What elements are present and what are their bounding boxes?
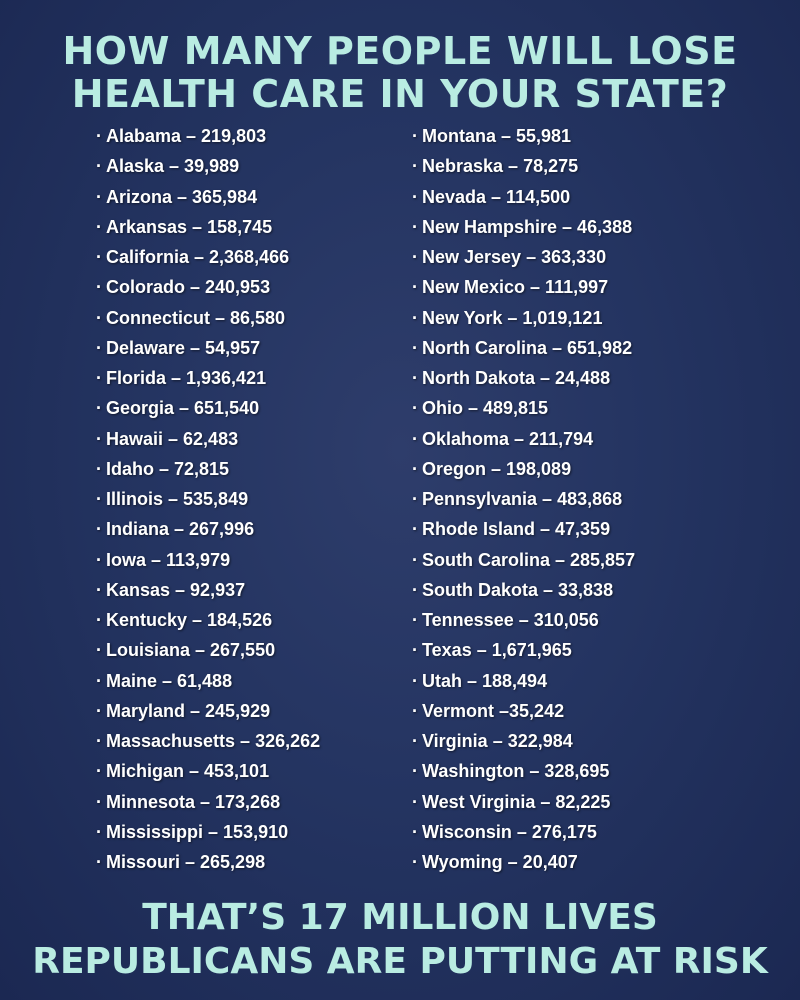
state-entry-text: New Jersey – 363,330 [422,247,607,267]
bullet: · [96,791,102,812]
state-entry [412,787,635,817]
state-entry-text: Oregon – 198,089 [422,458,572,479]
state-entry-text: Delaware – 54,957 [106,337,261,358]
bullet: · [412,126,418,146]
state-entry-text: Montana – 55,981 [422,126,572,146]
state-entry-text: Kentucky – 184,526 [106,610,273,630]
state-entry [412,666,635,696]
state-entry [96,666,320,696]
state-entry [412,817,635,847]
state-entry [412,182,635,212]
bullet: · [412,277,418,298]
bullet: · [96,458,102,479]
bullet: · [96,216,102,237]
state-entry-text: Rhode Island – 47,359 [422,519,611,540]
bullet: · [96,549,102,570]
bullet: · [96,337,102,358]
bullet: · [96,186,102,207]
state-entry [412,696,635,726]
state-entry-text: New Hampshire – 46,388 [422,216,633,237]
bullet: · [96,852,102,872]
bullet: · [412,610,418,630]
state-entry [412,363,635,393]
bullet: · [96,277,102,298]
state-entry-text: Pennsylvania – 483,868 [422,489,623,509]
state-entry-text: New York – 1,019,121 [422,307,603,328]
state-entry-text: Tennessee – 310,056 [422,610,599,630]
bullet: · [96,610,102,630]
state-entry-text: Vermont –35,242 [422,700,565,721]
state-entry-text: Ohio – 489,815 [422,398,549,419]
state-entry [96,121,320,151]
state-entry [412,454,635,484]
state-entry [96,333,320,363]
state-entry [96,817,320,847]
bullet: · [412,670,418,691]
state-entry [96,514,320,544]
state-entry-text: Utah – 188,494 [422,670,548,691]
state-entry [412,303,635,333]
headline-line-2: HEALTH CARE IN YOUR STATE? [71,72,729,116]
bullet: · [412,247,418,267]
headline [0,30,800,116]
state-entry-text: New Mexico – 111,997 [422,277,609,298]
state-entry [412,212,635,242]
state-entry [96,272,320,302]
state-entry [96,212,320,242]
footer-message [0,896,800,984]
state-entry [412,424,635,454]
bullet: · [96,519,102,540]
bullet: · [412,216,418,237]
state-entry-text: Hawaii – 62,483 [106,428,239,449]
state-entry [412,151,635,181]
state-entry-text: West Virginia – 82,225 [422,791,611,812]
state-entry [412,726,635,756]
state-entry [96,605,320,635]
bullet: · [96,307,102,328]
state-entry-text: Arkansas – 158,745 [106,216,273,237]
state-entry [96,363,320,393]
state-entry [412,756,635,786]
bullet: · [412,852,418,872]
bullet: · [96,670,102,691]
bullet: · [412,428,418,449]
state-entry-text: Washington – 328,695 [422,761,610,782]
state-entry-text: Iowa – 113,979 [106,549,231,570]
bullet: · [96,821,102,842]
state-entry-text: Illinois – 535,849 [106,489,249,509]
bullet: · [96,428,102,449]
state-entry-text: Maryland – 245,929 [106,700,271,721]
state-entry-text: Louisiana – 267,550 [106,640,276,661]
state-entry [96,847,320,877]
state-entry [412,635,635,665]
state-entry-text: Maine – 61,488 [106,670,233,691]
bullet: · [412,700,418,721]
bullet: · [96,398,102,419]
bullet: · [412,821,418,842]
state-entry [412,333,635,363]
state-entry-text: Colorado – 240,953 [106,277,271,298]
bullet: · [412,791,418,812]
bullet: · [96,700,102,721]
state-entry [412,121,635,151]
state-entry [96,696,320,726]
state-entry [96,756,320,786]
state-entry-text: North Dakota – 24,488 [422,368,611,388]
state-entry-text: Virginia – 322,984 [422,731,573,751]
bullet: · [96,156,102,177]
state-entry-text: Texas – 1,671,965 [422,640,572,661]
bullet: · [96,640,102,661]
state-entry-text: Mississippi – 153,910 [106,821,289,842]
state-entry [412,605,635,635]
bullet: · [412,458,418,479]
footer-line-1: THAT’S 17 MILLION LIVES [142,897,658,938]
state-entry-text: Missouri – 265,298 [106,852,266,872]
states-column-left [96,121,320,877]
state-entry-text: Oklahoma – 211,794 [422,428,594,449]
state-entry [412,242,635,272]
state-entry-text: Nevada – 114,500 [422,186,571,207]
state-entry-text: Georgia – 651,540 [106,398,260,419]
state-entry [96,303,320,333]
state-entry-text: Arizona – 365,984 [106,186,258,207]
bullet: · [96,126,102,146]
state-entry-text: Idaho – 72,815 [106,458,230,479]
state-entry [412,545,635,575]
state-entry-text: Connecticut – 86,580 [106,307,286,328]
bullet: · [96,247,102,267]
bullet: · [96,731,102,751]
state-entry [96,424,320,454]
state-entry [96,575,320,605]
state-entry [96,242,320,272]
state-entry-text: South Carolina – 285,857 [422,549,636,570]
state-entry [412,393,635,423]
state-entry [96,635,320,665]
state-entry [96,545,320,575]
state-entry [96,726,320,756]
state-entry [412,484,635,514]
state-entry [96,454,320,484]
state-entry-text: Kansas – 92,937 [106,579,246,600]
state-entry-text: Wisconsin – 276,175 [422,821,597,842]
bullet: · [412,519,418,540]
state-entry-text: Indiana – 267,996 [106,519,255,540]
state-entry-text: Massachusetts – 326,262 [106,731,321,751]
bullet: · [412,398,418,419]
bullet: · [412,549,418,570]
state-entry-text: Michigan – 453,101 [106,761,270,782]
state-entry-text: Minnesota – 173,268 [106,791,281,812]
state-entry [96,393,320,423]
state-entry [412,514,635,544]
bullet: · [412,186,418,207]
state-entry [96,151,320,181]
state-entry [96,182,320,212]
state-entry-text: Alaska – 39,989 [106,156,240,177]
state-entry-text: North Carolina – 651,982 [422,337,633,358]
state-entry-text: Florida – 1,936,421 [106,368,267,388]
bullet: · [412,731,418,751]
bullet: · [96,368,102,388]
bullet: · [412,640,418,661]
bullet: · [96,761,102,782]
state-entry-text: Alabama – 219,803 [106,126,267,146]
state-entry [412,272,635,302]
bullet: · [96,489,102,509]
state-entry-text: South Dakota – 33,838 [422,579,614,600]
state-entry-text: California – 2,368,466 [106,247,290,267]
state-entry-text: Nebraska – 78,275 [422,156,579,177]
state-entry [96,787,320,817]
bullet: · [412,307,418,328]
bullet: · [96,579,102,600]
state-entry-text: Wyoming – 20,407 [422,852,578,872]
bullet: · [412,489,418,509]
bullet: · [412,156,418,177]
bullet: · [412,579,418,600]
state-entry [412,575,635,605]
bullet: · [412,761,418,782]
footer-line-2: REPUBLICANS ARE PUTTING AT RISK [32,941,768,982]
bullet: · [412,337,418,358]
state-entry [96,484,320,514]
headline-line-1: HOW MANY PEOPLE WILL LOSE [62,29,738,73]
state-entry [412,847,635,877]
states-column-right [412,121,635,877]
bullet: · [412,368,418,388]
